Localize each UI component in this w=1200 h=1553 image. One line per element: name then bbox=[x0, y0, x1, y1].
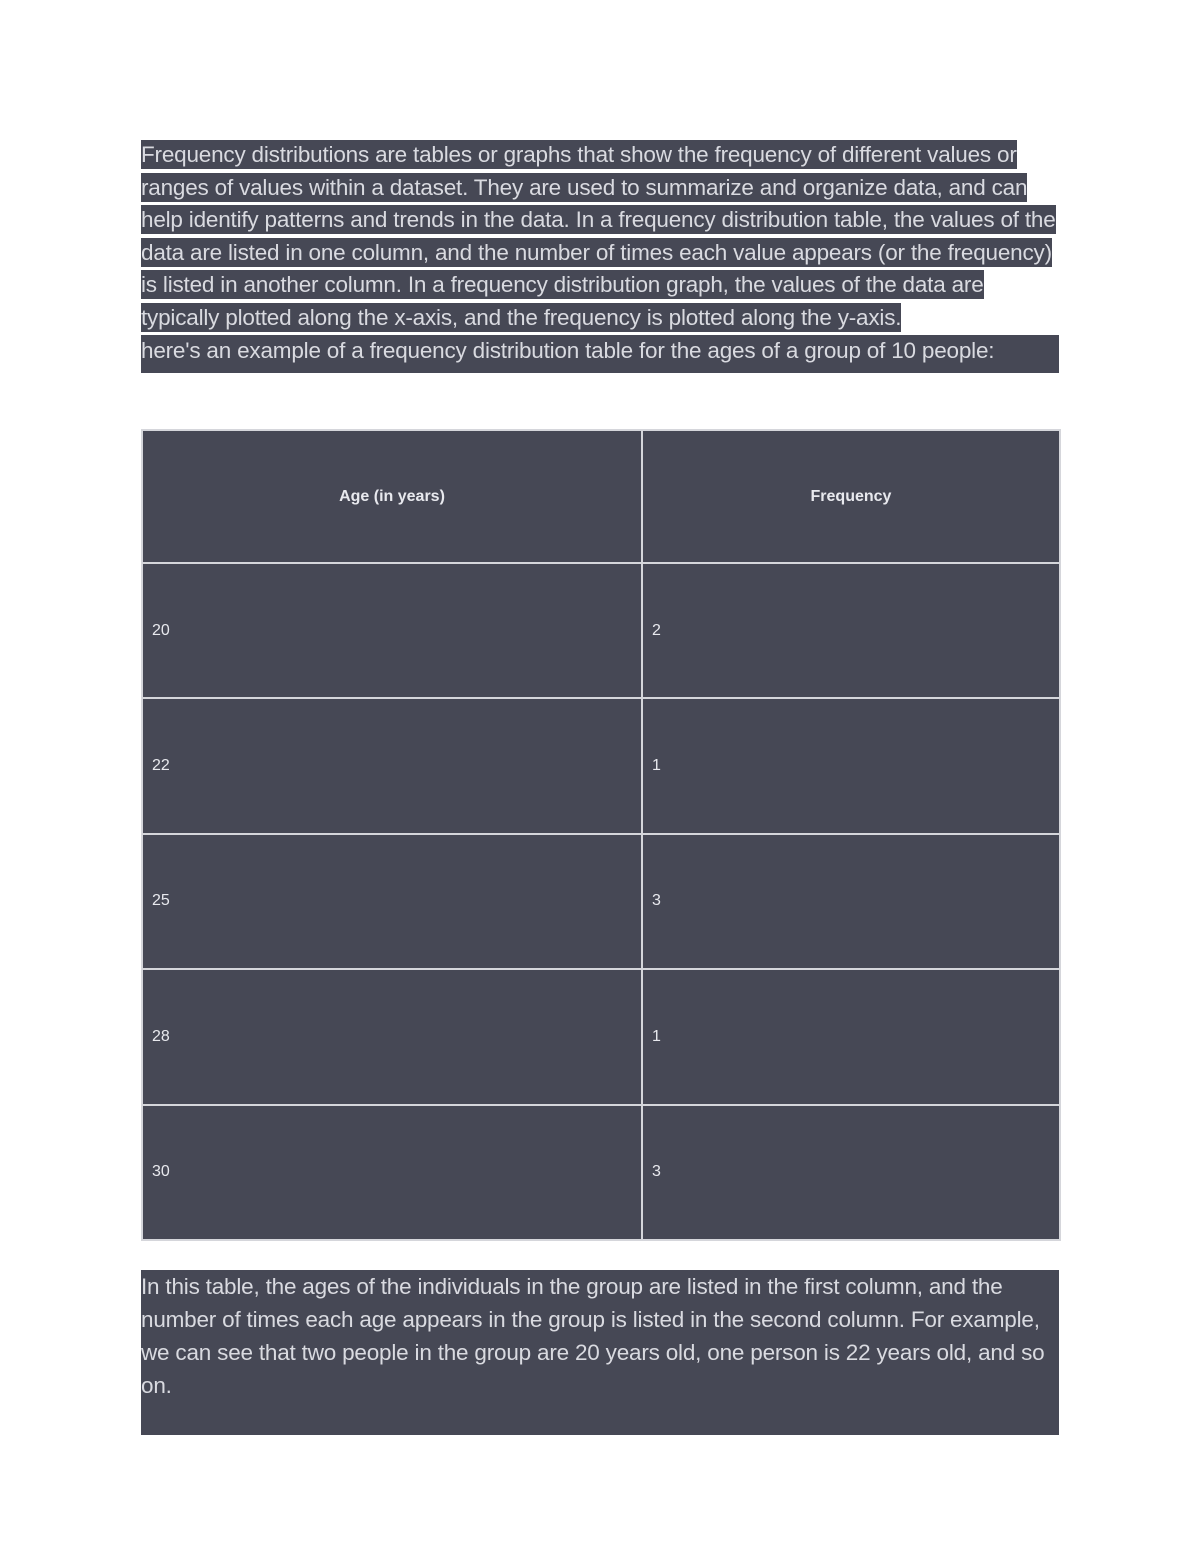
age-cell: 28 bbox=[142, 969, 642, 1104]
frequency-cell: 3 bbox=[642, 834, 1060, 969]
header-frequency: Frequency bbox=[642, 430, 1060, 563]
outro-paragraph: In this table, the ages of the individuals in the group are listed in the first column, and the number of times each age appears in the group is listed in the second column. For example, we can see that two people in the group are 20 years old, one person is 22 years old, and so on. bbox=[141, 1270, 1059, 1435]
frequency-cell: 1 bbox=[642, 698, 1060, 833]
frequency-cell: 1 bbox=[642, 969, 1060, 1104]
frequency-cell: 3 bbox=[642, 1105, 1060, 1240]
age-cell: 25 bbox=[142, 834, 642, 969]
table-row bbox=[142, 563, 1060, 698]
frequency-table bbox=[141, 429, 1061, 1241]
table-row bbox=[142, 834, 1060, 969]
intro-section bbox=[141, 139, 1061, 373]
age-cell: 22 bbox=[142, 698, 642, 833]
table-header-row bbox=[142, 430, 1060, 563]
example-line: here's an example of a frequency distribution table for the ages of a group of 10 people: bbox=[141, 335, 1059, 373]
header-age: Age (in years) bbox=[142, 430, 642, 563]
frequency-cell: 2 bbox=[642, 563, 1060, 698]
intro-paragraph: Frequency distributions are tables or graphs that show the frequency of different values or ranges of values within a dataset. They are used to summarize and organize data, and can help identify patterns and trends in the data. In a frequency distribution table, the values of the data are listed in one column, and the number of times each value appears (or the frequency) is listed in another column. In a frequency distribution graph, the values of the data are typically plotted along the x-axis, and the frequency is plotted along the y-axis. bbox=[141, 142, 1056, 330]
table-row bbox=[142, 1105, 1060, 1240]
table-row bbox=[142, 698, 1060, 833]
age-cell: 30 bbox=[142, 1105, 642, 1240]
age-cell: 20 bbox=[142, 563, 642, 698]
table-row bbox=[142, 969, 1060, 1104]
